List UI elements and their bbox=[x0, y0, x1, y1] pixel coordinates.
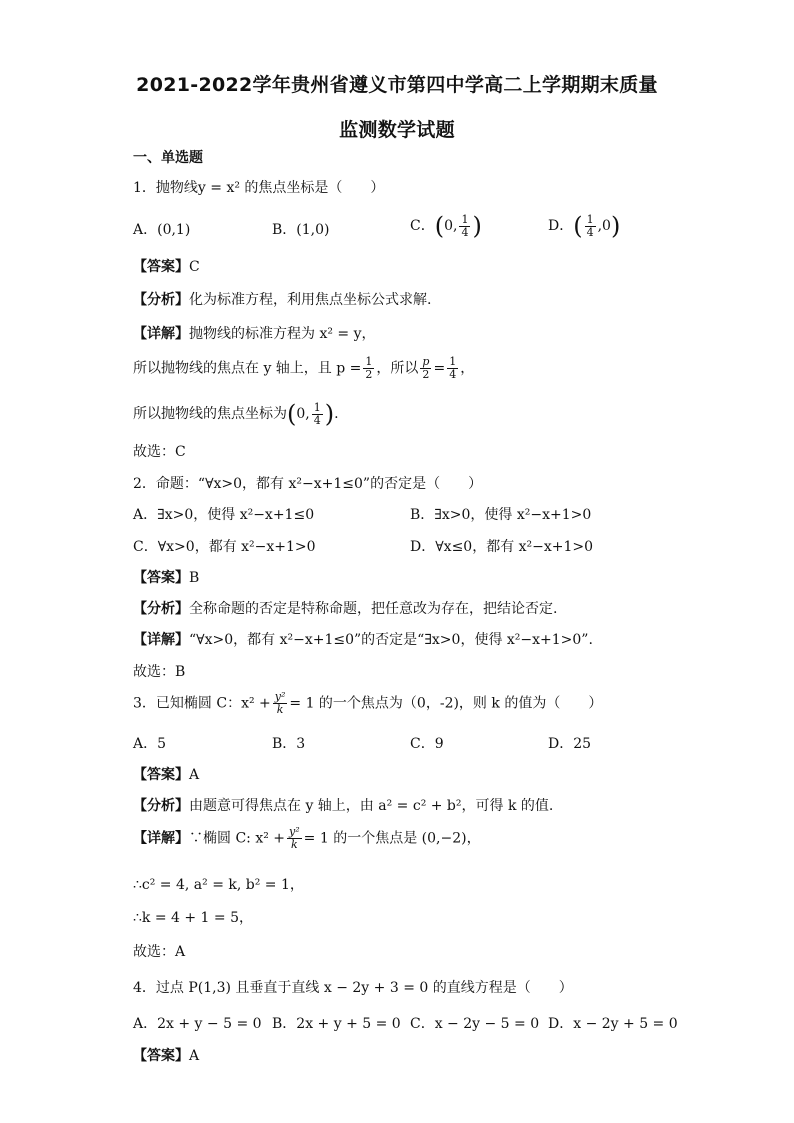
q1-option-b: B．(1,0) bbox=[272, 222, 330, 238]
q1-option-d: D．( $\frac{1}{4}$ ,0) bbox=[548, 212, 621, 240]
q2-stem: 2．命题：“∀x>0，都有 x²−x+1≤0”的否定是（ ） bbox=[133, 476, 483, 492]
q1-option-a: A．(0,1) bbox=[133, 222, 191, 238]
q3-answer: 【答案】A bbox=[133, 767, 200, 783]
q1-answer: 【答案】C bbox=[133, 259, 200, 275]
q1-option-d-right: ,0 bbox=[597, 218, 611, 234]
q1-choose: 故选：C bbox=[133, 444, 186, 460]
q1-stem: 1．抛物线y = x² 的焦点坐标是（ ） bbox=[133, 180, 385, 196]
q3-option-b: B．3 bbox=[272, 736, 306, 752]
q1-detail-line2: 所以抛物线的焦点在 y 轴上，且 p = $\frac{1}{2}$ ，所以 $\frac{p}{2}$ = $\frac{1}{4}$ ， bbox=[133, 355, 475, 381]
q4-answer: 【答案】A bbox=[133, 1048, 200, 1064]
q3-detail-line2: ∴c² = 4, a² = k, b² = 1， bbox=[133, 877, 304, 893]
q2-choose: 故选：B bbox=[133, 664, 186, 680]
q3-choose: 故选：A bbox=[133, 944, 186, 960]
q1-option-d-fraction: $\frac{1}{4}$ bbox=[586, 212, 594, 239]
q3-option-d: D．25 bbox=[548, 736, 592, 752]
q3-option-a: A．5 bbox=[133, 736, 167, 752]
q4-option-b: B．2x + y + 5 = 0 bbox=[272, 1016, 401, 1032]
doc-title-line1: 2021-2022学年贵州省遵义市第四中学高二上学期期末质量 bbox=[136, 74, 658, 96]
q3-option-c: C．9 bbox=[410, 736, 444, 752]
q3-detail-line3: ∴k = 4 + 1 = 5， bbox=[133, 910, 254, 926]
q1-option-c-label: C． bbox=[410, 218, 435, 234]
q3-stem: 3．已知椭圆 C：x² + $\frac{\text{y²}}{k}$ = 1 的一个焦点为（0，-2)，则 k 的值为（ ） bbox=[133, 690, 603, 716]
q2-option-c: C．∀x>0，都有 x²−x+1>0 bbox=[133, 539, 316, 555]
q1-option-c-fraction: $\frac{1}{4}$ bbox=[461, 212, 469, 239]
q3-detail: 【详解】∵椭圆 C: x² + $\frac{\text{y²}}{k}$ = 1 的一个焦点是 (0,−2)， bbox=[133, 825, 481, 851]
q2-answer: 【答案】B bbox=[133, 570, 200, 586]
q1-detail: 【详解】抛物线的标准方程为 x² = y， bbox=[133, 326, 376, 342]
doc-title-line2: 监测数学试题 bbox=[339, 119, 455, 141]
q2-option-d: D．∀x≤0，都有 x²−x+1>0 bbox=[410, 539, 594, 555]
q1-detail-line3: 所以抛物线的焦点坐标为(0, $\frac{1}{4}$ ). bbox=[133, 400, 339, 428]
section-heading: 一、单选题 bbox=[133, 150, 203, 166]
q4-option-d: D．x − 2y + 5 = 0 bbox=[548, 1016, 678, 1032]
q2-option-a: A．∃x>0，使得 x²−x+1≤0 bbox=[133, 507, 315, 523]
q4-option-c: C．x − 2y − 5 = 0 bbox=[410, 1016, 540, 1032]
q2-analysis: 【分析】全称命题的否定是特称命题，把任意改为存在，把结论否定. bbox=[133, 601, 558, 617]
q1-option-c-left: 0, bbox=[444, 218, 458, 234]
q2-detail: 【详解】“∀x>0，都有 x²−x+1≤0”的否定是“∃x>0，使得 x²−x+1>0”. bbox=[133, 632, 593, 648]
q4-stem: 4．过点 P(1,3) 且垂直于直线 x − 2y + 3 = 0 的直线方程是（ ） bbox=[133, 980, 573, 996]
q2-option-b: B．∃x>0，使得 x²−x+1>0 bbox=[410, 507, 592, 523]
q3-analysis: 【分析】由题意可得焦点在 y 轴上，由 a² = c² + b²，可得 k 的值. bbox=[133, 798, 554, 814]
q1-option-d-label: D． bbox=[548, 218, 574, 234]
q4-option-a: A．2x + y − 5 = 0 bbox=[133, 1016, 262, 1032]
q1-option-c: C．(0, $\frac{1}{4}$ ) bbox=[410, 212, 482, 240]
q1-analysis: 【分析】化为标准方程，利用焦点坐标公式求解. bbox=[133, 292, 432, 308]
